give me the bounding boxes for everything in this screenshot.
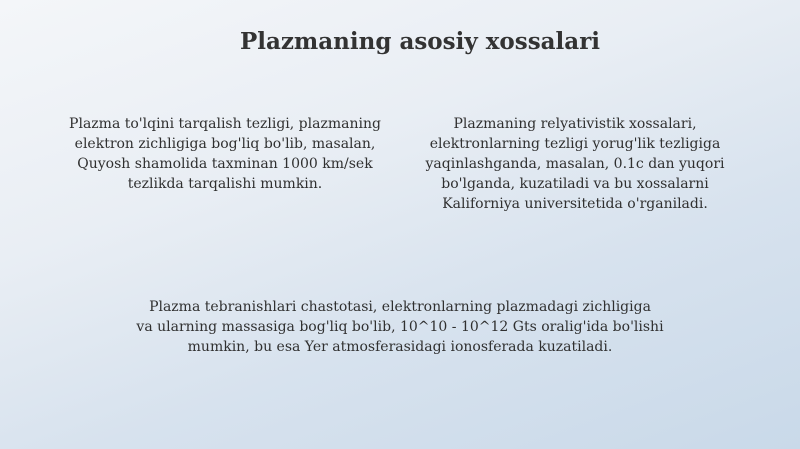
paragraph-line: elektron zichligiga bog'liq bo'lib, masalan, (74, 136, 376, 152)
paragraph-wave-speed (40, 114, 410, 194)
paragraph-line: bo'lganda, kuzatiladi va bu xossalarni (441, 176, 709, 192)
paragraph-line: mumkin, bu esa Yer atmosferasidagi ionosferada kuzatiladi. (187, 339, 613, 355)
paragraph-line: Plazma to'lqini tarqalish tezligi, plazmaning (69, 116, 381, 132)
paragraph-line: Quyosh shamolida taxminan 1000 km/sek (77, 156, 373, 172)
paragraph-line: tezlikda tarqalishi mumkin. (127, 176, 323, 192)
paragraph-line: yaqinlashganda, masalan, 0.1c dan yuqori (425, 156, 725, 172)
slide-title: Plazmaning asosiy xossalari (239, 28, 601, 55)
paragraph-line: Kaliforniya universitetida o'rganiladi. (442, 196, 708, 212)
paragraph-line: Plazma tebranishlari chastotasi, elektronlarning plazmadagi zichligiga (149, 299, 651, 315)
paragraph-line: Plazmaning relyativistik xossalari, (453, 116, 697, 132)
paragraph-oscillation-frequency (110, 297, 690, 357)
paragraph-relativistic (405, 114, 745, 214)
paragraph-line: elektronlarning tezligi yorug'lik tezligiga (429, 136, 721, 152)
paragraph-line: va ularning massasiga bog'liq bo'lib, 10^10 - 10^12 Gts oralig'ida bo'lishi (136, 319, 664, 335)
